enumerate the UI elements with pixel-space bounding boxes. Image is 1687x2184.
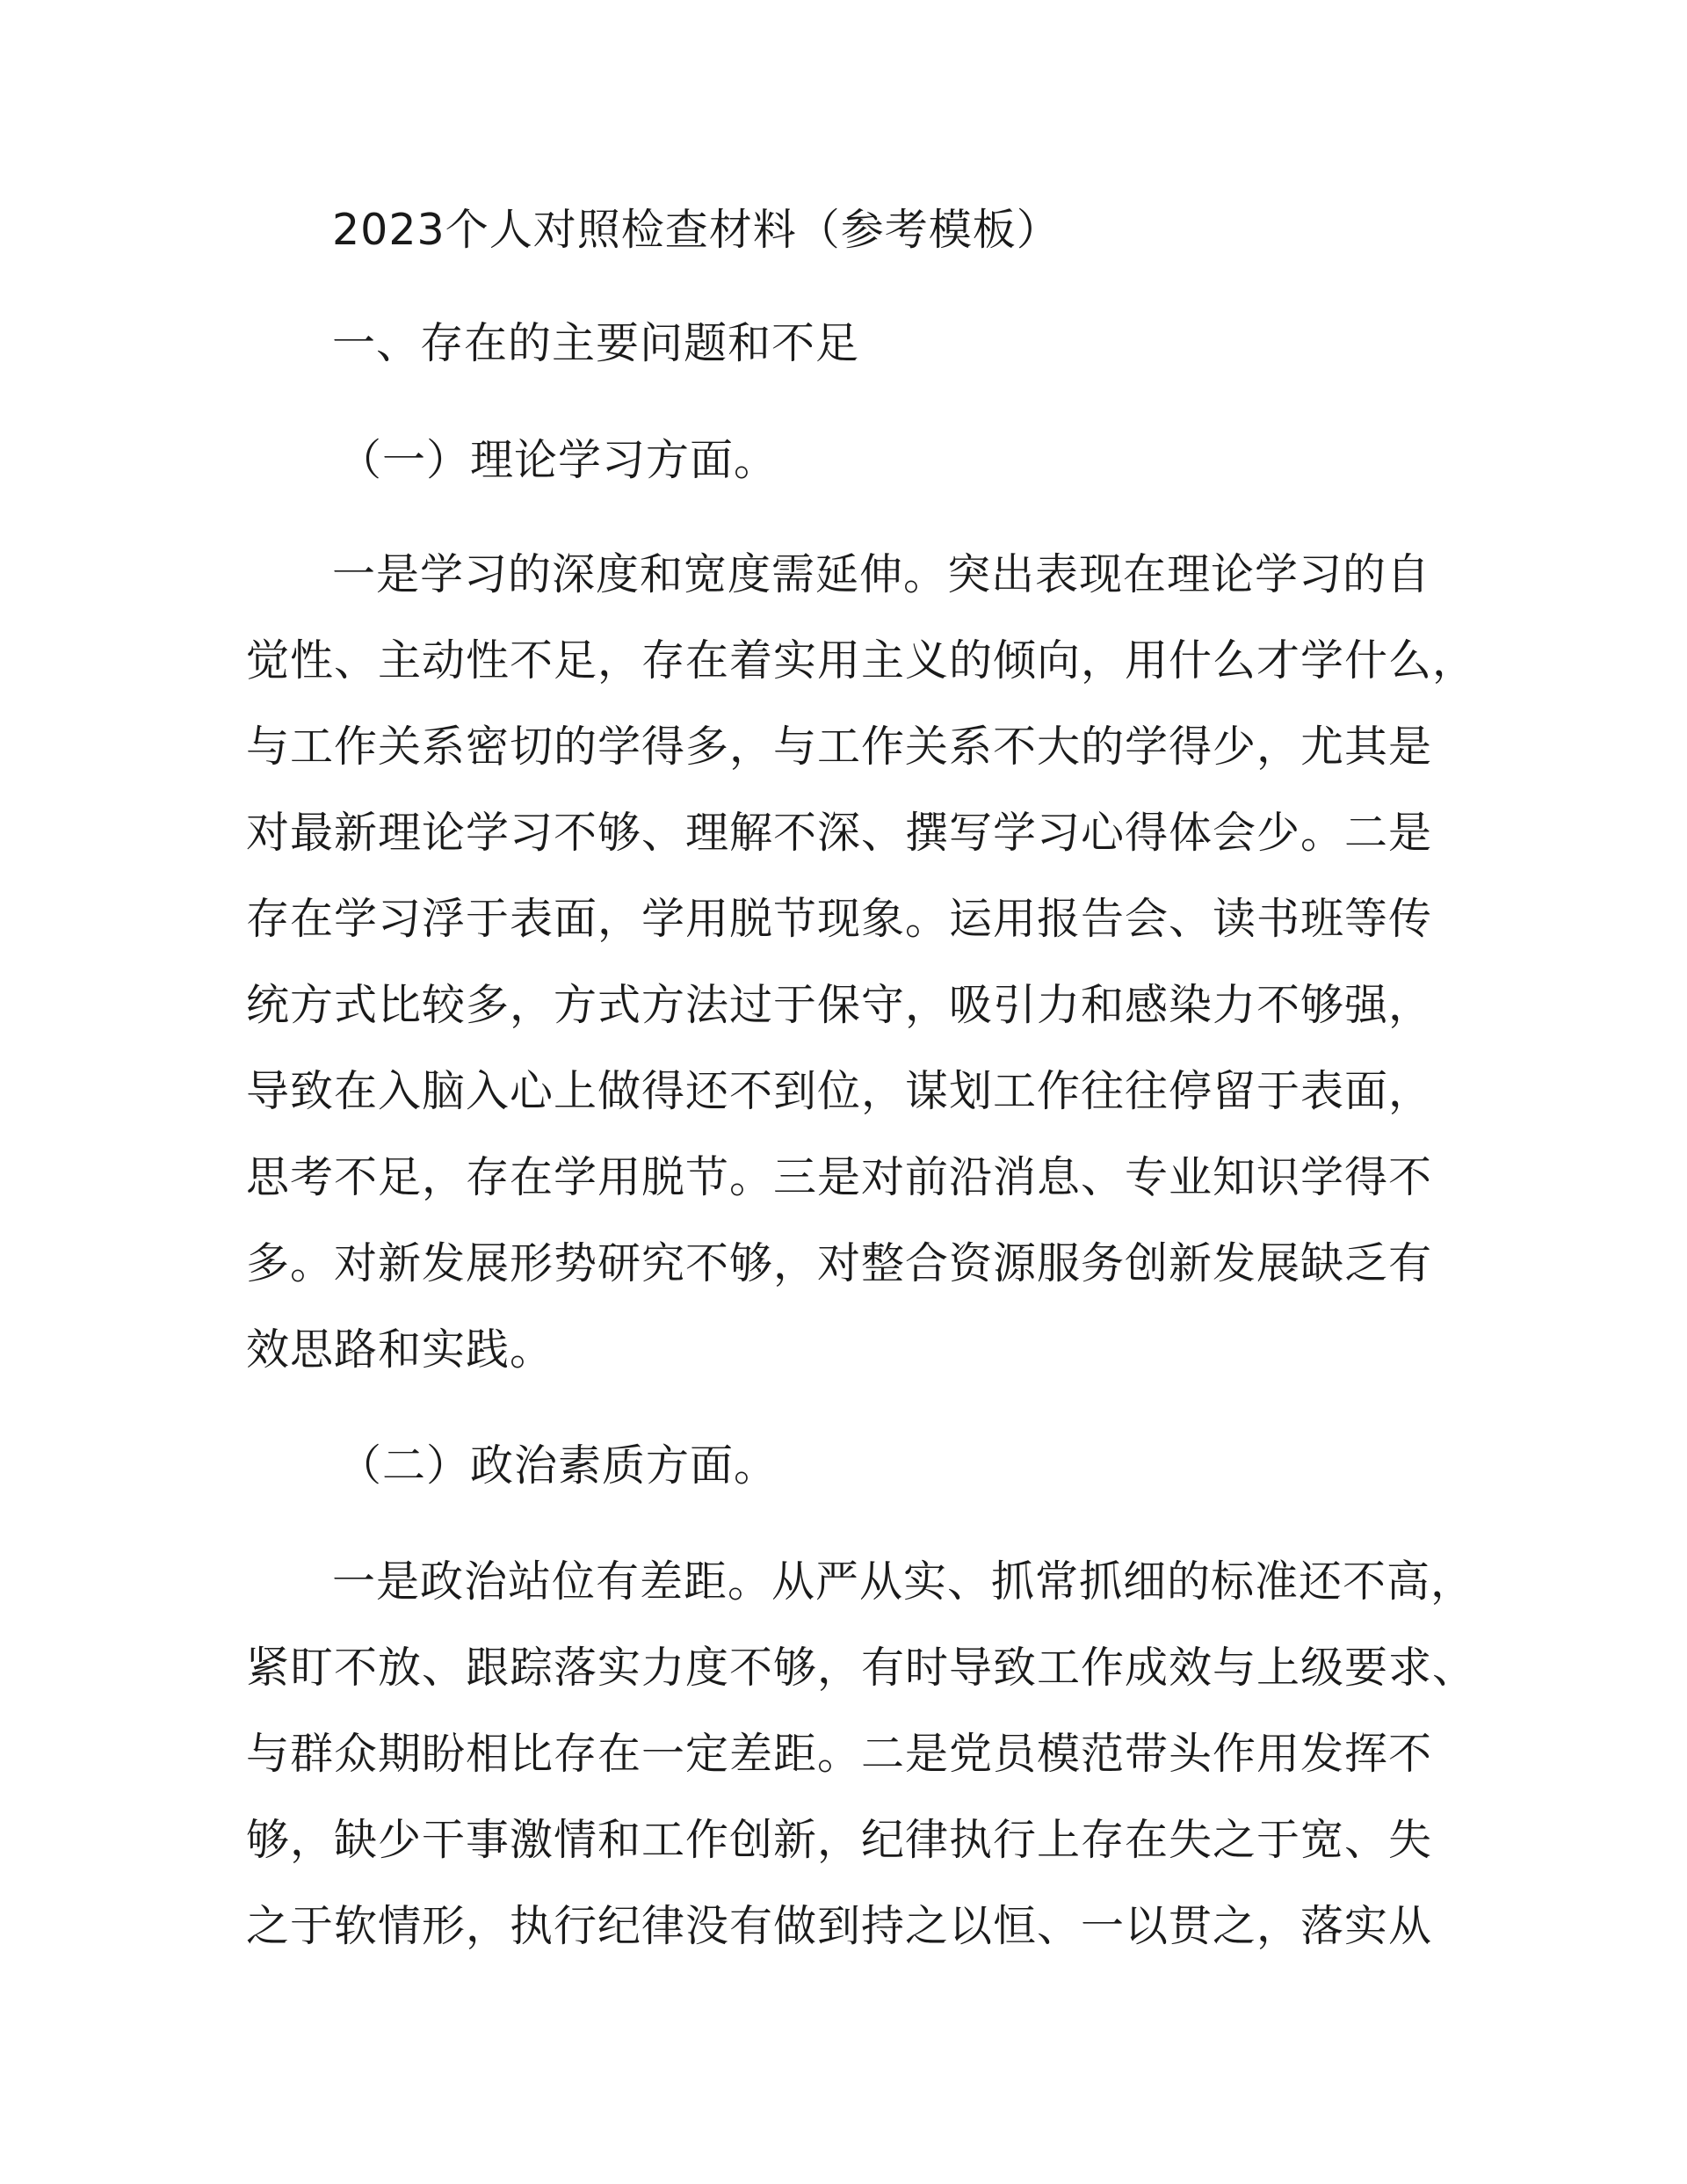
paragraph-line: 多。对新发展形势研究不够，对整合资源服务创新发展缺乏有 [246, 1238, 1433, 1288]
paragraph-line: 一是政治站位有差距。从严从实、抓常抓细的标准还不高， [332, 1556, 1475, 1607]
paragraph-line: 效思路和实践。 [246, 1324, 554, 1375]
paragraph-line: 够，缺少干事激情和工作创新，纪律执行上存在失之于宽、失 [246, 1815, 1433, 1865]
paragraph-line: 对最新理论学习不够、理解不深、撰写学习心得体会少。二是 [246, 808, 1433, 858]
document-title: 2023个人对照检查材料（参考模板） [332, 205, 1061, 255]
paragraph-line: 导致在入脑入心上做得还不到位，谋划工作往往停留于表面， [246, 1066, 1433, 1116]
paragraph-line: 存在学习浮于表面，学用脱节现象。运用报告会、读书班等传 [246, 894, 1433, 944]
section-heading-problems: 一、存在的主要问题和不足 [332, 318, 860, 368]
paragraph-line: 觉性、主动性不足，存在着实用主义的倾向，用什么才学什么， [246, 635, 1477, 686]
paragraph-line: 思考不足，存在学用脱节。三是对前沿消息、专业知识学得不 [246, 1152, 1433, 1202]
subsection-heading-theory: （一）理论学习方面。 [338, 435, 778, 485]
paragraph-line: 与工作关系密切的学得多，与工作关系不大的学得少，尤其是 [246, 722, 1433, 772]
paragraph-line: 与群众期盼相比存在一定差距。二是党员模范带头作用发挥不 [246, 1729, 1433, 1779]
paragraph-line: 紧盯不放、跟踪落实力度不够，有时导致工作成效与上级要求、 [246, 1643, 1477, 1693]
paragraph-line: 统方式比较多，方式方法过于保守，吸引力和感染力不够强， [246, 980, 1433, 1030]
paragraph-line: 一是学习的深度和宽度需延伸。突出表现在理论学习的自 [332, 549, 1431, 599]
paragraph-line: 之于软情形，执行纪律没有做到持之以恒、一以贯之，落实从 [246, 1901, 1433, 1951]
subsection-heading-politics: （二）政治素质方面。 [338, 1440, 778, 1491]
